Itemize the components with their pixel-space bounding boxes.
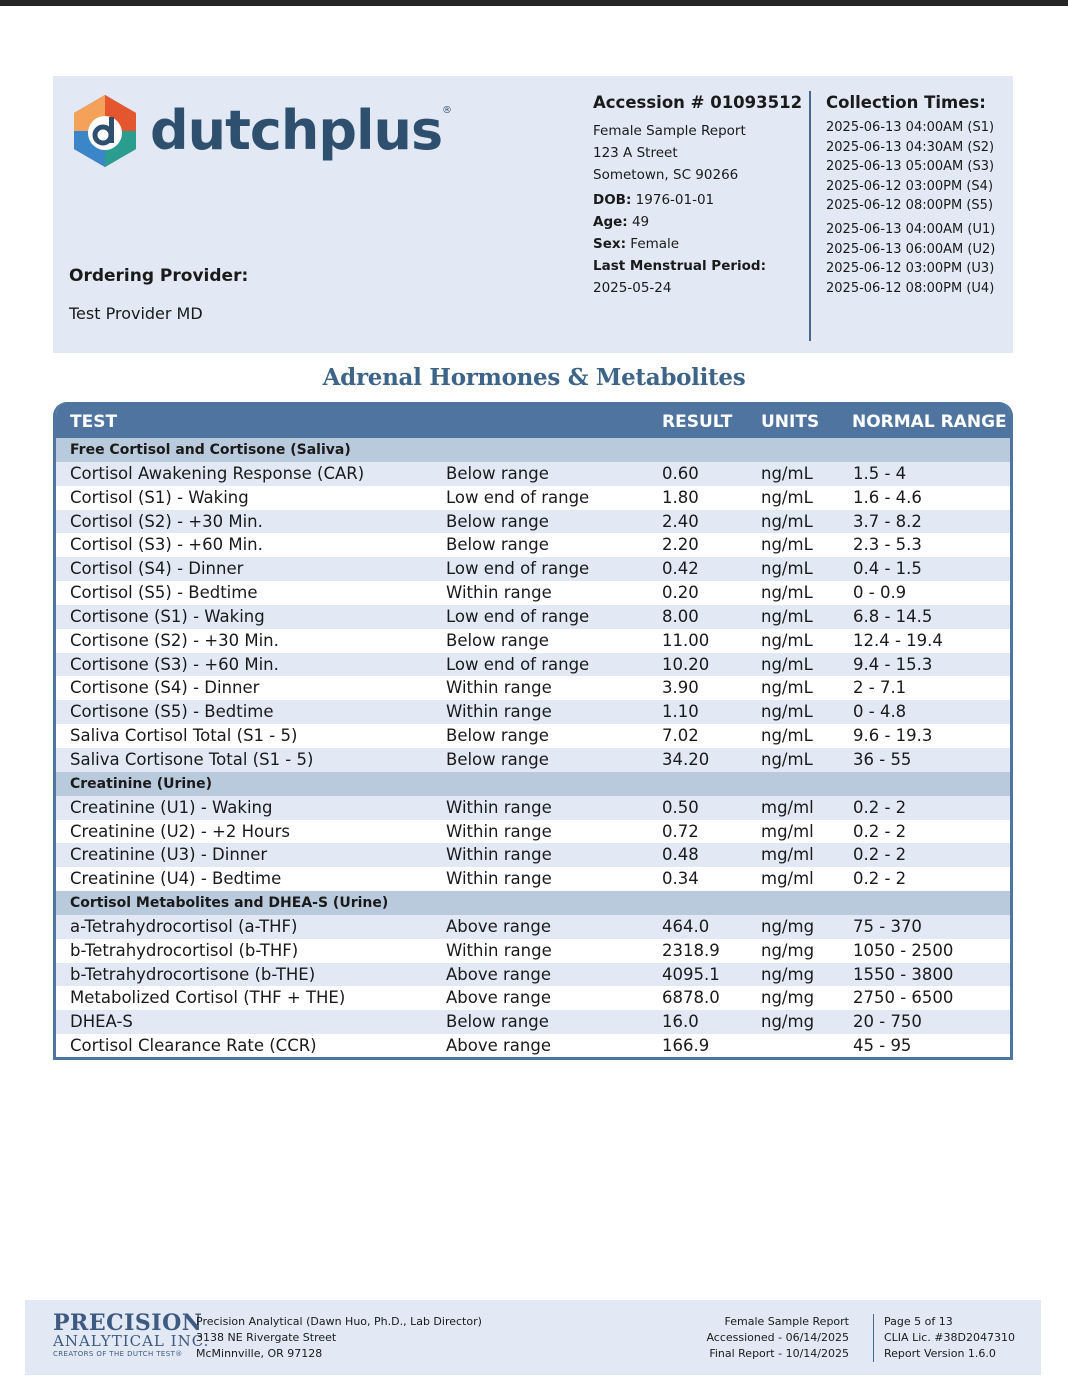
- collection-time-row: [826, 177, 1011, 197]
- table-row: [56, 867, 1010, 891]
- clia-license: CLIA Lic. #38D2047310: [884, 1331, 1015, 1344]
- sample-code: (S1): [967, 120, 995, 135]
- collection-time-row: [826, 259, 1011, 279]
- test-name: b-Tetrahydrocortisone (b-THE): [70, 964, 316, 984]
- logo-line-2: ANALYTICAL INC.: [53, 1332, 210, 1350]
- test-name: Metabolized Cortisol (THF + THE): [70, 988, 346, 1008]
- result-value: 1.10: [662, 702, 699, 722]
- units: ng/mL: [761, 511, 813, 531]
- table-row: [56, 915, 1010, 939]
- units: ng/mL: [761, 630, 813, 650]
- collection-times-title: Collection Times:: [826, 93, 986, 112]
- test-name: Cortisol Clearance Rate (CCR): [70, 1036, 317, 1056]
- result-value: 10.20: [662, 654, 710, 674]
- result-value: 11.00: [662, 630, 710, 650]
- lab-city: McMinnville, OR 97128: [196, 1347, 323, 1360]
- result-value: 0.48: [662, 845, 699, 865]
- collection-time: 2025-06-13 05:00AM: [826, 159, 964, 175]
- test-name: Cortisol (S2) - +30 Min.: [70, 511, 263, 531]
- units: ng/mg: [761, 940, 815, 960]
- table-row: [56, 700, 1010, 724]
- footer-report-type: Female Sample Report: [724, 1315, 849, 1328]
- accessioned-date: Accessioned - 06/14/2025: [706, 1331, 849, 1344]
- table-row: [56, 724, 1010, 748]
- range-status: Within range: [446, 940, 552, 960]
- collection-time: 2025-06-13 06:00AM: [826, 241, 964, 257]
- sample-code: (S5): [966, 198, 994, 214]
- normal-range: 0.2 - 2: [853, 845, 907, 865]
- header-result: RESULT: [662, 412, 733, 432]
- collection-time-row: [826, 279, 1011, 299]
- section-title: Adrenal Hormones & Metabolites: [322, 364, 746, 391]
- table-row: [56, 462, 1010, 486]
- result-value: 0.42: [662, 559, 699, 579]
- table-row: [56, 986, 1010, 1010]
- top-bar: [0, 0, 1068, 6]
- footer-divider: [873, 1314, 874, 1362]
- units: ng/mL: [761, 583, 813, 603]
- normal-range: 1.5 - 4: [853, 463, 907, 483]
- normal-range: 9.6 - 19.3: [853, 726, 933, 746]
- units: ng/mL: [761, 726, 813, 746]
- category-row: [56, 891, 1010, 915]
- test-name: Cortisol (S4) - Dinner: [70, 559, 244, 579]
- result-value: 8.00: [662, 606, 699, 626]
- units: mg/ml: [761, 845, 814, 865]
- units: mg/ml: [761, 797, 814, 817]
- result-value: 0.72: [662, 821, 699, 841]
- lab-address: [196, 1314, 482, 1362]
- collection-time: 2025-06-12 08:00PM: [826, 280, 963, 296]
- lab-street: 3138 NE Rivergate Street: [196, 1331, 337, 1344]
- table-row: [56, 486, 1010, 510]
- normal-range: 3.7 - 8.2: [853, 511, 922, 531]
- report-dates: [625, 1314, 849, 1362]
- registered-mark: ®: [442, 105, 452, 116]
- collection-time-row: [826, 138, 1011, 158]
- range-status: Above range: [446, 1036, 551, 1056]
- test-name: Creatinine (U3) - Dinner: [70, 845, 268, 865]
- normal-range: 9.4 - 15.3: [853, 654, 933, 674]
- table-row: [56, 796, 1010, 820]
- patient-info: [593, 91, 808, 299]
- dutchplus-logo: [70, 91, 460, 171]
- collection-time: 2025-06-13 04:00AM: [826, 120, 964, 135]
- result-value: 6878.0: [662, 988, 720, 1008]
- category-row: [56, 438, 1010, 462]
- header-test: TEST: [70, 412, 118, 432]
- test-name: Cortisone (S5) - Bedtime: [70, 702, 274, 722]
- table-row: [56, 581, 1010, 605]
- table-row: [56, 1010, 1010, 1034]
- test-name: DHEA-S: [70, 1012, 133, 1032]
- table-row: [56, 820, 1010, 844]
- final-report-date: Final Report - 10/14/2025: [709, 1347, 849, 1360]
- report-version: Report Version 1.6.0: [884, 1347, 996, 1360]
- units: ng/mL: [761, 487, 813, 507]
- units: ng/mg: [761, 988, 815, 1008]
- test-name: Creatinine (U2) - +2 Hours: [70, 821, 290, 841]
- collection-time: 2025-06-13 04:30AM: [826, 139, 964, 155]
- range-status: Below range: [446, 749, 549, 769]
- table-row: [56, 510, 1010, 534]
- table-row: [56, 939, 1010, 963]
- table-row: [56, 1034, 1010, 1058]
- result-value: 0.50: [662, 797, 699, 817]
- logo-line-3: CREATORS OF THE DUTCH TEST®: [53, 1350, 183, 1358]
- range-status: Within range: [446, 678, 552, 698]
- page-number: Page 5 of 13: [884, 1315, 953, 1328]
- report-meta: [884, 1314, 1015, 1362]
- lmp-label: Last Menstrual Period:: [593, 258, 766, 274]
- units: ng/mg: [761, 916, 815, 936]
- category-row: [56, 772, 1010, 796]
- test-name: b-Tetrahydrocortisol (b-THF): [70, 940, 299, 960]
- sample-code: (S3): [967, 159, 995, 175]
- table-body: [56, 438, 1010, 1058]
- header-normal-range: NORMAL RANGE: [852, 412, 1007, 432]
- table-row: [56, 748, 1010, 772]
- result-value: 2.20: [662, 535, 699, 555]
- test-name: Cortisol (S1) - Waking: [70, 487, 249, 507]
- test-name: Cortisone (S1) - Waking: [70, 606, 265, 626]
- normal-range: 1.6 - 4.6: [853, 487, 922, 507]
- units: ng/mg: [761, 964, 815, 984]
- normal-range: 0.2 - 2: [853, 797, 907, 817]
- collection-times: [826, 91, 1011, 298]
- range-status: Within range: [446, 821, 552, 841]
- table-row: [56, 676, 1010, 700]
- units: ng/mL: [761, 535, 813, 555]
- table-header: [56, 402, 1013, 438]
- range-status: Below range: [446, 630, 549, 650]
- test-name: Cortisol Awakening Response (CAR): [70, 463, 365, 483]
- test-name: Creatinine (U1) - Waking: [70, 797, 273, 817]
- category-label: Free Cortisol and Cortisone (Saliva): [70, 442, 351, 458]
- result-value: 0.20: [662, 583, 699, 603]
- normal-range: 0.2 - 2: [853, 821, 907, 841]
- ordering-provider-label: Ordering Provider:: [69, 266, 249, 286]
- table-row: [56, 533, 1010, 557]
- category-label: Cortisol Metabolites and DHEA-S (Urine): [70, 895, 389, 912]
- result-value: 2318.9: [662, 940, 720, 960]
- table-row: [56, 843, 1010, 867]
- units: ng/mL: [761, 606, 813, 626]
- range-status: Within range: [446, 797, 552, 817]
- test-name: Creatinine (U4) - Bedtime: [70, 869, 282, 889]
- normal-range: 12.4 - 19.4: [853, 630, 943, 650]
- units: ng/mL: [761, 654, 813, 674]
- units: ng/mL: [761, 749, 813, 769]
- collection-time-row: [826, 220, 1011, 240]
- table-row: [56, 629, 1010, 653]
- sample-code: (U2): [967, 241, 996, 257]
- units: mg/ml: [761, 821, 814, 841]
- test-name: Cortisone (S3) - +60 Min.: [70, 654, 279, 674]
- category-label: Creatinine (Urine): [70, 775, 213, 792]
- units: mg/ml: [761, 869, 814, 889]
- logo-line-1: PRECISION: [53, 1310, 203, 1336]
- units: ng/mL: [761, 463, 813, 483]
- units: ng/mL: [761, 678, 813, 698]
- sample-code: (U4): [966, 280, 995, 296]
- patient-sex: Sex: Female: [593, 236, 680, 252]
- normal-range: 2 - 7.1: [853, 678, 907, 698]
- range-status: Below range: [446, 463, 549, 483]
- collection-time-row: [826, 240, 1011, 260]
- normal-range: 36 - 55: [853, 749, 912, 769]
- normal-range: 1050 - 2500: [853, 940, 954, 960]
- sample-code: (S4): [966, 178, 994, 194]
- report-header: [53, 76, 1013, 353]
- normal-range: 75 - 370: [853, 916, 922, 936]
- ordering-provider-name: Test Provider MD: [69, 304, 203, 323]
- collection-time-row: [826, 118, 1011, 138]
- sample-code: (U1): [967, 221, 996, 237]
- result-value: 34.20: [662, 749, 710, 769]
- accession-number: Accession # 01093512: [593, 93, 803, 112]
- range-status: Within range: [446, 702, 552, 722]
- patient-street: 123 A Street: [593, 145, 678, 161]
- page-footer: [25, 1300, 1041, 1375]
- test-name: Cortisone (S2) - +30 Min.: [70, 630, 279, 650]
- range-status: Above range: [446, 964, 551, 984]
- collection-time: 2025-06-13 04:00AM: [826, 221, 964, 237]
- dutchplus-wordmark: dutchplus: [150, 99, 443, 162]
- range-status: Low end of range: [446, 654, 590, 674]
- collection-time: 2025-06-12 03:00PM: [826, 261, 963, 277]
- range-status: Below range: [446, 511, 549, 531]
- normal-range: 0.4 - 1.5: [853, 559, 922, 579]
- range-status: Below range: [446, 535, 549, 555]
- sample-code: (S2): [967, 139, 995, 155]
- result-value: 2.40: [662, 511, 699, 531]
- normal-range: 1550 - 3800: [853, 964, 954, 984]
- dutchplus-hexagon-icon: [70, 91, 140, 171]
- result-value: 0.60: [662, 463, 699, 483]
- normal-range: 45 - 95: [853, 1036, 912, 1056]
- result-value: 0.34: [662, 869, 699, 889]
- normal-range: 0.2 - 2: [853, 869, 907, 889]
- test-name: Cortisol (S3) - +60 Min.: [70, 535, 263, 555]
- result-value: 4095.1: [662, 964, 720, 984]
- results-table: [53, 402, 1013, 1060]
- table-row: [56, 605, 1010, 629]
- patient-age: Age: 49: [593, 214, 650, 230]
- normal-range: 0 - 0.9: [853, 583, 907, 603]
- range-status: Above range: [446, 988, 551, 1008]
- result-value: 7.02: [662, 726, 699, 746]
- sample-code: (U3): [966, 261, 995, 277]
- normal-range: 6.8 - 14.5: [853, 606, 933, 626]
- precision-analytical-logo: [53, 1312, 209, 1359]
- collection-time: 2025-06-12 03:00PM: [826, 178, 963, 194]
- table-row: [56, 557, 1010, 581]
- units: ng/mL: [761, 559, 813, 579]
- range-status: Low end of range: [446, 606, 590, 626]
- test-name: Cortisone (S4) - Dinner: [70, 678, 260, 698]
- range-status: Above range: [446, 916, 551, 936]
- test-name: a-Tetrahydrocortisol (a-THF): [70, 916, 298, 936]
- lab-name: Precision Analytical (Dawn Huo, Ph.D., Lab Director): [196, 1315, 482, 1328]
- test-name: Saliva Cortisol Total (S1 - 5): [70, 726, 298, 746]
- range-status: Within range: [446, 583, 552, 603]
- report-type: Female Sample Report: [593, 123, 746, 139]
- units: ng/mL: [761, 702, 813, 722]
- result-value: 1.80: [662, 487, 699, 507]
- result-value: 3.90: [662, 678, 699, 698]
- header-divider: [809, 91, 811, 341]
- normal-range: 2.3 - 5.3: [853, 535, 922, 555]
- result-value: 16.0: [662, 1012, 699, 1032]
- result-value: 166.9: [662, 1036, 710, 1056]
- collection-time-row: [826, 157, 1011, 177]
- result-value: 464.0: [662, 916, 710, 936]
- range-status: Below range: [446, 726, 549, 746]
- collection-time: 2025-06-12 08:00PM: [826, 198, 963, 214]
- table-row: [56, 963, 1010, 987]
- range-status: Within range: [446, 869, 552, 889]
- range-status: Low end of range: [446, 487, 590, 507]
- test-name: Cortisol (S5) - Bedtime: [70, 583, 258, 603]
- range-status: Below range: [446, 1012, 549, 1032]
- lmp-date: 2025-05-24: [593, 280, 672, 296]
- normal-range: 2750 - 6500: [853, 988, 954, 1008]
- range-status: Low end of range: [446, 559, 590, 579]
- range-status: Within range: [446, 845, 552, 865]
- test-name: Saliva Cortisone Total (S1 - 5): [70, 749, 314, 769]
- normal-range: 0 - 4.8: [853, 702, 907, 722]
- patient-city: Sometown, SC 90266: [593, 167, 739, 183]
- patient-dob: DOB: 1976-01-01: [593, 192, 715, 208]
- collection-time-row: [826, 196, 1011, 216]
- header-units: UNITS: [761, 412, 820, 432]
- units: ng/mg: [761, 1012, 815, 1032]
- normal-range: 20 - 750: [853, 1012, 922, 1032]
- table-row: [56, 653, 1010, 677]
